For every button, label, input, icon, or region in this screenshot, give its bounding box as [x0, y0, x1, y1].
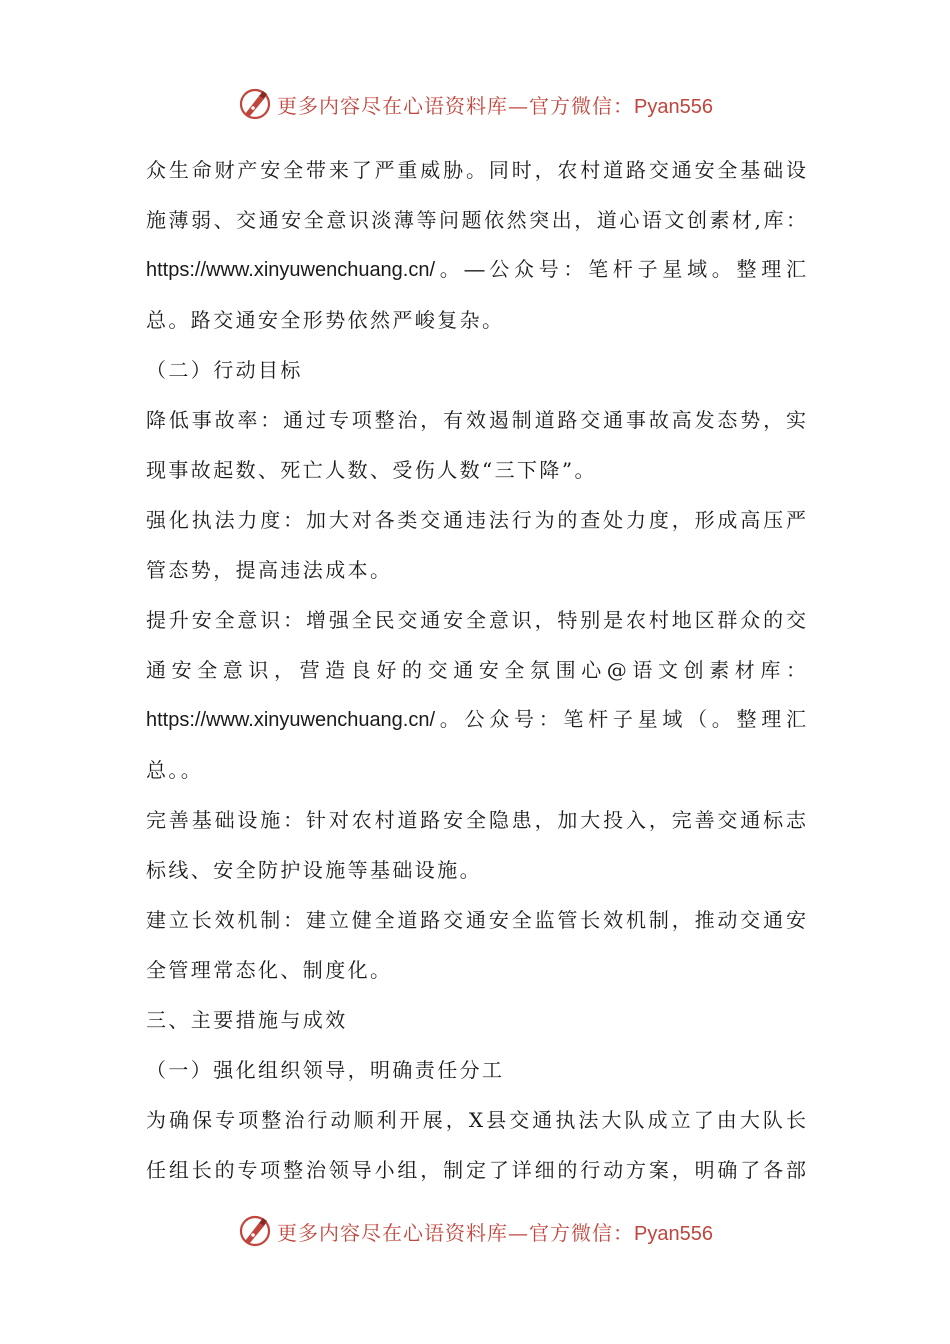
- section-heading: 三、主要措施与成效: [146, 1008, 348, 1032]
- body-line: 建立长效机制：建立健全道路交通安全监管长效机制，推动交通安: [146, 908, 806, 932]
- section-heading: （二）行动目标: [146, 358, 303, 382]
- document-body: [146, 145, 806, 1195]
- body-line: 标线、安全防护设施等基础设施。: [146, 858, 482, 882]
- banner-text: 更多内容尽在心语资料库—官方微信：Pyan556: [277, 1220, 713, 1245]
- body-line: 现事故起数、死亡人数、受伤人数“三下降”。: [146, 458, 597, 482]
- pen-logo-icon: [237, 1213, 273, 1249]
- wechat-id: Pyan556: [634, 95, 713, 118]
- body-line: 管态势，提高违法成本。: [146, 558, 393, 582]
- body-line-with-url: https://www.xinyuwenchuang.cn/。—公众号：笔杆子星域。整理汇: [146, 259, 806, 281]
- body-line: 完善基础设施：针对农村道路安全隐患，加大投入，完善交通标志: [146, 808, 806, 832]
- header-banner: [0, 84, 950, 124]
- banner-text: 更多内容尽在心语资料库—官方微信：Pyan556: [277, 93, 713, 118]
- body-line-with-url: https://www.xinyuwenchuang.cn/。公众号：笔杆子星域（。整理汇: [146, 709, 806, 731]
- body-line: 施薄弱、交通安全意识淡薄等问题依然突出，道心语文创素材,库：: [146, 208, 806, 232]
- pen-logo-icon: [237, 86, 273, 122]
- body-line: 众生命财产安全带来了严重威胁。同时，农村道路交通安全基础设: [146, 158, 806, 182]
- body-line: 强化执法力度：加大对各类交通违法行为的查处力度，形成高压严: [146, 508, 806, 532]
- body-line: 总。路交通安全形势依然严峻复杂。: [146, 308, 505, 332]
- subsection-heading: （一）强化组织领导，明确责任分工: [146, 1058, 505, 1082]
- body-line: 全管理常态化、制度化。: [146, 958, 393, 982]
- body-line: 提升安全意识：增强全民交通安全意识，特别是农村地区群众的交: [146, 608, 806, 632]
- body-line: 总。。: [146, 758, 204, 782]
- footer-banner: [0, 1211, 950, 1251]
- body-line: 通安全意识，营造良好的交通安全氛围心@语文创素材库：: [146, 658, 806, 682]
- body-line: 任组长的专项整治领导小组，制定了详细的行动方案，明确了各部: [146, 1158, 806, 1182]
- wechat-id: Pyan556: [634, 1222, 713, 1245]
- body-line: 降低事故率：通过专项整治，有效遏制道路交通事故高发态势，实: [146, 408, 806, 432]
- body-line: 为确保专项整治行动顺利开展，X县交通执法大队成立了由大队长: [146, 1108, 806, 1132]
